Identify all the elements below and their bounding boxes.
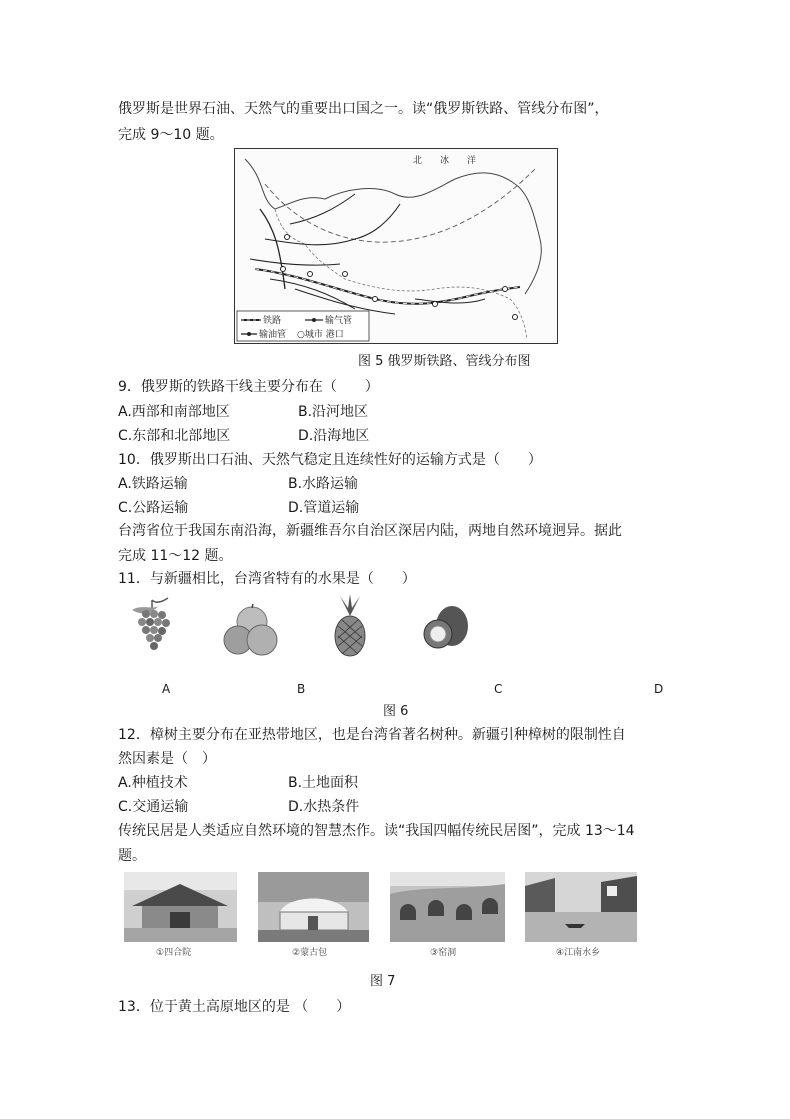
fruit-label-a[interactable]: A: [162, 682, 171, 696]
legend-oil: 输油管: [259, 330, 287, 340]
q10-stem: 10．俄罗斯出口石油、天然气稳定且连续性好的运输方式是（ ）: [118, 452, 542, 468]
q12-option-a[interactable]: A.种植技术: [118, 775, 188, 791]
legend-gas: 输气管: [325, 316, 353, 326]
photo-siheyuan: [124, 872, 237, 942]
q11-stem: 11．与新疆相比，台湾省特有的水果是（ ）: [118, 571, 416, 587]
fruit-label-b[interactable]: B: [297, 682, 306, 696]
intro-houses-line1: 传统民居是人类适应自然环境的智慧杰作。读“我国四幅传统民居图”，完成 13～14: [118, 823, 635, 839]
q10-option-d[interactable]: D.管道运输: [288, 500, 360, 516]
grapes-icon[interactable]: [122, 596, 182, 658]
jujube-icon[interactable]: [420, 602, 472, 656]
photo-mongolian-yurt: [258, 872, 369, 942]
fig5-caption: 图 5 俄罗斯铁路、管线分布图: [358, 354, 531, 369]
intro-houses-line2: 题。: [118, 848, 146, 864]
fruit-label-c[interactable]: C: [494, 682, 503, 696]
q13-stem: 13．位于黄土高原地区的是 （ ）: [118, 999, 351, 1015]
q12-option-d[interactable]: D.水热条件: [288, 799, 360, 815]
yurt-picture: [258, 872, 369, 942]
q10-option-a[interactable]: A.铁路运输: [118, 476, 188, 492]
q10-option-b[interactable]: B.水路运输: [288, 476, 359, 492]
q9-option-a[interactable]: A.西部和南部地区: [118, 404, 230, 420]
map-ocean-label: 北 冰 洋: [413, 156, 477, 166]
apples-icon[interactable]: [222, 604, 280, 658]
intro-taiwan-line2: 完成 11～12 题。: [118, 548, 233, 564]
fig6-caption: 图 6: [383, 704, 409, 719]
intro-russia-line1: 俄罗斯是世界石油、天然气的重要出口国之一。读“俄罗斯铁路、管线分布图”，: [118, 101, 609, 117]
q9-option-d[interactable]: D.沿海地区: [298, 428, 370, 444]
q9-option-b[interactable]: B.沿河地区: [298, 404, 369, 420]
intro-russia-line2: 完成 9～10 题。: [118, 127, 224, 143]
photo-water-town-caption: ④江南水乡: [556, 948, 601, 958]
photo-siheyuan-caption: ①四合院: [156, 948, 192, 958]
q12-option-b[interactable]: B.土地面积: [288, 775, 359, 791]
photo-jiangnan-water-town: [525, 872, 637, 942]
water-town-picture: [525, 872, 637, 942]
russia-map: [234, 148, 558, 344]
fruit-label-d[interactable]: D: [654, 682, 664, 696]
fig7-caption: 图 7: [370, 974, 396, 989]
russia-map-drawing: [235, 149, 557, 343]
legend-railway: 铁路: [263, 316, 282, 326]
cave-dwelling-picture: [390, 872, 505, 942]
pineapple-icon[interactable]: [330, 594, 370, 658]
q9-option-c[interactable]: C.东部和北部地区: [118, 428, 231, 444]
photo-cave-caption: ③窑洞: [430, 948, 457, 958]
q12-stem-line2: 然因素是（ ）: [118, 751, 216, 767]
photo-cave-dwelling: [390, 872, 505, 942]
q12-option-c[interactable]: C.交通运输: [118, 799, 189, 815]
photo-yurt-caption: ②蒙古包: [292, 948, 328, 958]
q10-option-c[interactable]: C.公路运输: [118, 500, 189, 516]
siheyuan-picture: [124, 872, 237, 942]
legend-city-port: ○城市 港口: [297, 330, 344, 340]
q12-stem-line1: 12．樟树主要分布在亚热带地区，也是台湾省著名树种。新疆引种樟树的限制性自: [118, 727, 626, 743]
q9-stem: 9．俄罗斯的铁路干线主要分布在（ ）: [118, 379, 379, 395]
intro-taiwan-line1: 台湾省位于我国东南沿海，新疆维吾尔自治区深居内陆，两地自然环境迥异。据此: [118, 523, 622, 539]
